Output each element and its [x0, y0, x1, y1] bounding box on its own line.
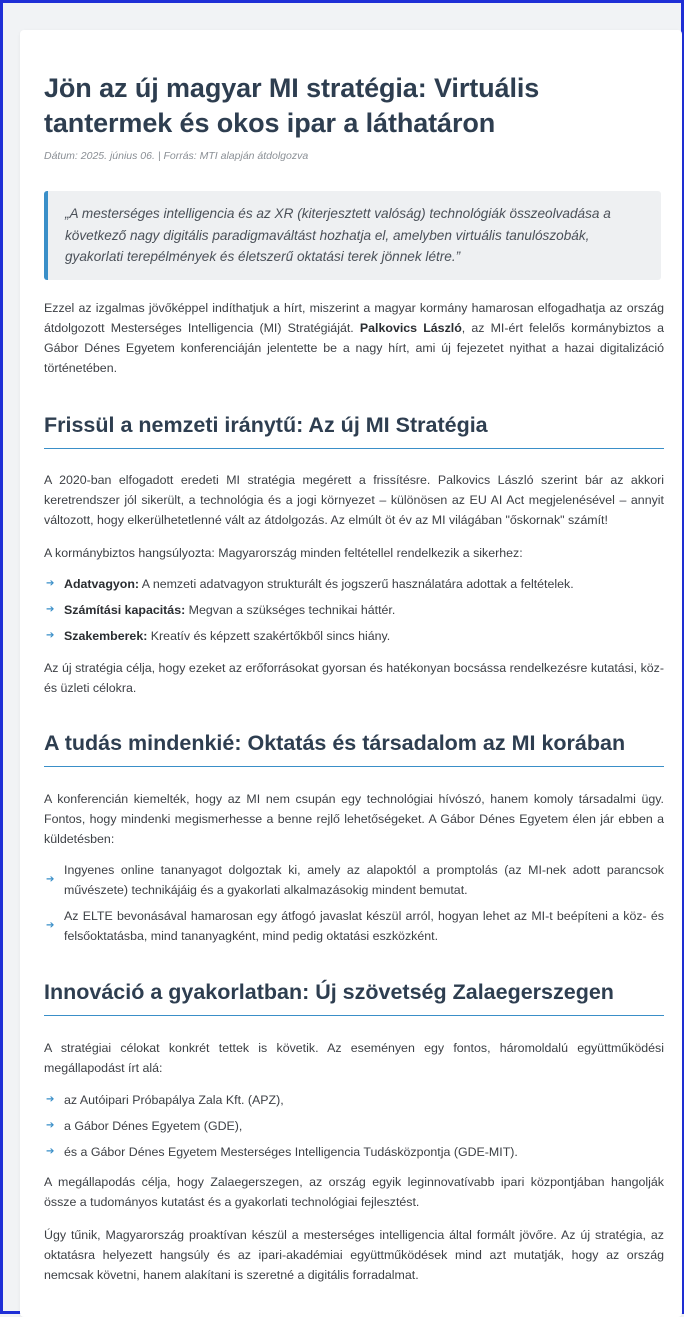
arrow-icon: ➔	[46, 920, 55, 931]
article-title: Jön az új magyar MI stratégia: Virtuális tantermek és okos ipar a láthatáron	[44, 73, 540, 138]
section-heading-education: A tudás mindenkié: Oktatás és társadalom az MI korában	[44, 729, 664, 767]
list-item-label: Szakemberek:	[64, 629, 148, 643]
arrow-icon: ➔	[46, 630, 55, 641]
section1-paragraph-2: A kormánybiztos hangsúlyozta: Magyarország minden feltétellel rendelkezik a sikerhez:	[44, 546, 523, 560]
section-heading-innovation: Innováció a gyakorlatban: Új szövetség Zalaegerszegen	[44, 978, 664, 1016]
article-card	[20, 30, 682, 1317]
list-item-text: a Gábor Dénes Egyetem (GDE),	[64, 1119, 243, 1133]
section1-list	[44, 574, 664, 646]
list-item-text: az Autóipari Próbapálya Zala Kft. (APZ),	[64, 1093, 284, 1107]
section3-paragraph-2: A megállapodás célja, hogy Zalaegerszegen, az ország egyik leginnovatívabb ipari központjában hangolják össze a tudományos kutatást és a gyakorlati technológiai fejlesztést.	[44, 1175, 664, 1209]
list-item-label: Számítási kapacitás:	[64, 603, 186, 617]
intro-paragraph	[44, 298, 664, 378]
list-item-text: Megvan a szükséges technikai háttér.	[185, 603, 396, 617]
arrow-icon: ➔	[46, 604, 55, 615]
list-item	[44, 1142, 664, 1162]
list-item-text: Kreatív és képzett szakértőkből sincs hiány.	[147, 629, 391, 643]
intro-quote: „A mesterséges intelligencia és az XR (kiterjesztett valóság) technológiák összeolvadása a következő nagy digitális paradigmaváltást hozhatja el, amelyben virtuális tanulószobák, gyakorlati terepélmények és életszerű oktatási terek jönnek létre.”	[44, 191, 661, 280]
list-item-label: Adatvagyon:	[64, 577, 140, 591]
list-item	[44, 600, 664, 620]
list-item	[44, 906, 664, 946]
section1-paragraph-1: A 2020-ban elfogadott eredeti MI stratégia megérett a frissítésre. Palkovics László szerint bár az akkori keretrendszer jól sikerült, a technológia és a jogi környezet – különösen az EU AI Act megjelenésével – annyit változott, hogy elkerülhetetlenné vált az átdolgozás. Az elmúlt öt év az MI világában "őskornak" számít!	[44, 473, 664, 527]
arrow-icon: ➔	[46, 578, 55, 589]
list-item	[44, 574, 664, 594]
section3-list	[44, 1090, 664, 1162]
intro-name: Palkovics László	[359, 321, 462, 335]
list-item-text: Az ELTE bevonásával hamarosan egy átfogó javaslat készül arról, hogyan lehet az MI-t beépíteni a köz- és felsőoktatásba, mind tananyagként, mind pedig oktatási eszközként.	[64, 909, 664, 943]
arrow-icon: ➔	[46, 1120, 55, 1131]
list-item	[44, 626, 664, 646]
list-item-text: és a Gábor Dénes Egyetem Mesterséges Intelligencia Tudásközpontja (GDE-MIT).	[64, 1145, 518, 1159]
arrow-icon: ➔	[46, 1094, 55, 1105]
arrow-icon: ➔	[46, 874, 55, 885]
intro-text-1: Ezzel az izgalmas jövőképpel indíthatjuk a hírt, miszerint a magyar kormány hamarosan elfogadhatja az ország átdolgozott Mesterséges Intelligencia (MI) Stratégiáját.	[44, 301, 664, 335]
section-heading-strategy: Frissül a nemzeti iránytű: Az új MI Stratégia	[44, 411, 664, 449]
section3-paragraph-1: A stratégiai célokat konkrét tettek is követik. Az eseményen egy fontos, háromoldalú együttműködési megállapodást írt alá:	[44, 1041, 664, 1075]
intro-text-2: , az MI-ért felelős kormánybiztos a Gábor Dénes Egyetem konferenciáján jelentette be a nagy hírt, ami új fejezetet nyithat a hazai digitalizáció történetében.	[44, 321, 664, 375]
arrow-icon: ➔	[46, 1146, 55, 1157]
list-item	[44, 860, 664, 900]
section1-paragraph-3: Az új stratégia célja, hogy ezeket az erőforrásokat gyorsan és hatékonyan bocsássa rendelkezésre kutatási, köz- és üzleti célokra.	[44, 661, 664, 695]
section2-paragraph-1: A konferencián kiemelték, hogy az MI nem csupán egy technológiai hívószó, hanem komoly társadalmi ügy. Fontos, hogy mindenki megismerhesse a benne rejlő lehetőségeket. A Gábor Dénes Egyetem élen jár ebben a küldetésben:	[44, 792, 664, 846]
list-item-text: Ingyenes online tananyagot dolgoztak ki, amely az alapoktól a promptolás (az MI-nek adott parancsok művészete) technikájáig és a gyakorlati alkalmazásokig mindent bemutat.	[64, 863, 664, 897]
list-item-text: A nemzeti adatvagyon strukturált és jogszerű használatára adottak a feltételek.	[139, 577, 574, 591]
list-item	[44, 1090, 664, 1110]
section2-list	[44, 860, 664, 946]
section3-paragraph-3: Úgy tűnik, Magyarország proaktívan készül a mesterséges intelligencia által formált jövőre. Az új stratégia, az oktatásra helyezett hangsúly és az ipari-akadémiai együttműködések mind azt mutatják, hogy az ország nemcsak követni, hanem alakítani is szeretné a digitális forradalmat.	[44, 1228, 664, 1282]
list-item	[44, 1116, 664, 1136]
article-meta: Dátum: 2025. június 06. | Forrás: MTI alapján átdolgozva	[44, 150, 309, 162]
